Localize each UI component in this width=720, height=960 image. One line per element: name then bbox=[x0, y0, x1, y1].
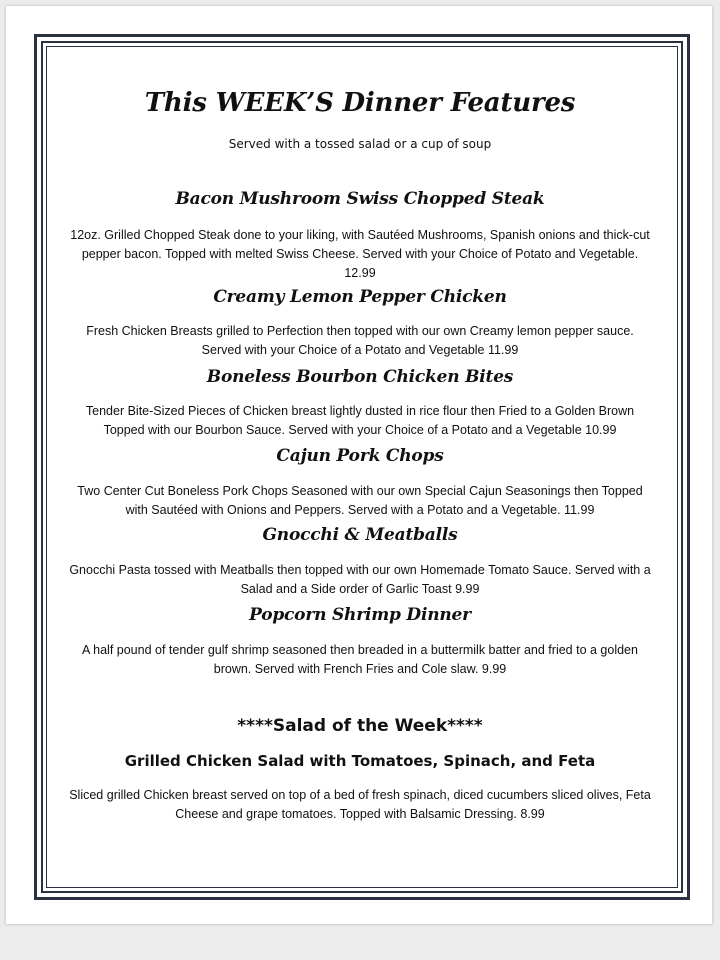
dish-description: Tender Bite-Sized Pieces of Chicken breast lightly dusted in rice flour then Fried to a Golden Brown Topped with our Bourbon Sauce. Served with your Choice of a Potato and a Vegetable 10.99 bbox=[85, 404, 635, 437]
page-title: This WEEK’S Dinner Features bbox=[144, 88, 576, 118]
dish-name: Popcorn Shrimp Dinner bbox=[249, 605, 471, 625]
salad-of-the-week-heading: ****Salad of the Week**** bbox=[237, 716, 483, 736]
dish-name: Gnocchi & Meatballs bbox=[262, 525, 458, 545]
salad-name: Grilled Chicken Salad with Tomatoes, Spinach, and Feta bbox=[124, 752, 596, 770]
dish-description: Two Center Cut Boneless Pork Chops Seasoned with our own Special Cajun Seasonings then Topped with Sautéed with Onions and Peppers. Served with a Potato and a Vegetable. 11.99 bbox=[77, 484, 643, 517]
dish-description: 12oz. Grilled Chopped Steak done to your liking, with Sautéed Mushrooms, Spanish onions and thick-cut pepper bacon. Topped with melted Swiss Cheese. Served with your Choice of Potato and Vegetable. 12.99 bbox=[70, 228, 650, 280]
dish-name: Creamy Lemon Pepper Chicken bbox=[213, 287, 507, 307]
dish-name: Boneless Bourbon Chicken Bites bbox=[206, 367, 514, 387]
dish-name: Cajun Pork Chops bbox=[276, 446, 444, 466]
salad-description: Sliced grilled Chicken breast served on top of a bed of fresh spinach, diced cucumbers sliced olives, Feta Cheese and grape tomatoes. Topped with Balsamic Dressing. 8.99 bbox=[69, 788, 651, 821]
subtitle: Served with a tossed salad or a cup of soup bbox=[228, 137, 492, 151]
dish-description: A half pound of tender gulf shrimp seasoned then breaded in a buttermilk batter and fried to a golden brown. Served with French Fries and Cole slaw. 9.99 bbox=[82, 643, 638, 676]
dish-description: Fresh Chicken Breasts grilled to Perfection then topped with our own Creamy lemon pepper sauce. Served with your Choice of a Potato and Vegetable 11.99 bbox=[86, 324, 634, 357]
dish-name: Bacon Mushroom Swiss Chopped Steak bbox=[175, 189, 545, 209]
dish-description: Gnocchi Pasta tossed with Meatballs then topped with our own Homemade Tomato Sauce. Served with a Salad and a Side order of Garlic Toast 9.99 bbox=[69, 563, 651, 596]
